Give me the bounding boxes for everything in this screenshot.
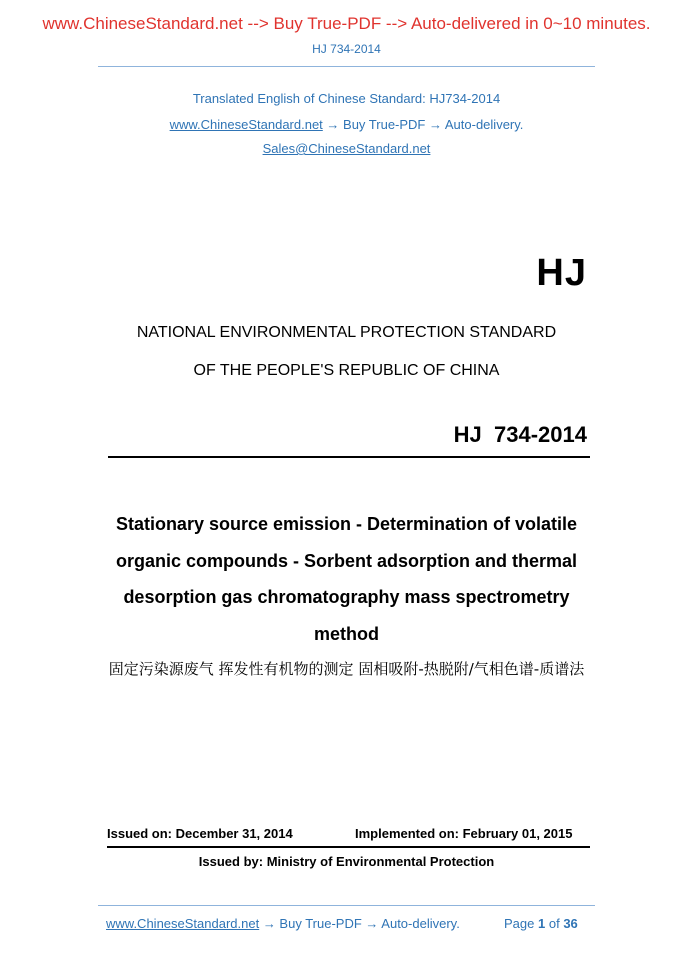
footer-link-line — [106, 916, 460, 931]
page-label: Page — [504, 916, 535, 931]
number-divider — [108, 456, 590, 458]
implemented-on: Implemented on: February 01, 2015 — [355, 826, 573, 841]
footer-site-link[interactable]: www.ChineseStandard.net — [106, 916, 260, 931]
footer-divider — [98, 905, 595, 906]
page-total: 36 — [563, 916, 578, 931]
header-doc-id: HJ 734-2014 — [312, 42, 381, 56]
email-line — [0, 141, 693, 156]
purchase-link-text: → Buy True-PDF → Auto-delivery. — [322, 117, 524, 132]
top-banner[interactable]: www.ChineseStandard.net --> Buy True-PDF --> Auto-delivered in 0~10 minutes. — [42, 14, 651, 33]
purchase-link-line — [0, 117, 693, 132]
chinese-title: 固定污染源废气 挥发性有机物的测定 固相吸附-热脱附/气相色谱-质谱法 — [108, 660, 585, 678]
email-link[interactable]: Sales@ChineseStandard.net — [262, 141, 431, 156]
translation-note: Translated English of Chinese Standard: HJ734-2014 — [192, 91, 501, 106]
site-link[interactable]: www.ChineseStandard.net — [169, 117, 323, 132]
english-title: Stationary source emission - Determination of volatile organic compounds - Sorbent adsorption and thermal desorption gas chromatography mass spectrometry method — [115, 514, 578, 644]
footer-link-text: → Buy True-PDF → Auto-delivery. — [259, 916, 460, 931]
page-current: 1 — [538, 916, 546, 931]
page-indicator — [504, 916, 578, 931]
issued-on: Issued on: December 31, 2014 — [107, 826, 293, 841]
standard-code: HJ — [536, 252, 587, 294]
national-standard-line1: NATIONAL ENVIRONMENTAL PROTECTION STANDARD — [136, 324, 557, 341]
header-divider — [98, 66, 595, 67]
standard-number: HJ 734-2014 — [453, 422, 587, 447]
dates-divider — [107, 846, 590, 848]
page-of: of — [548, 916, 560, 931]
national-standard-line2: OF THE PEOPLE'S REPUBLIC OF CHINA — [193, 362, 500, 379]
issued-by: Issued by: Ministry of Environmental Protection — [198, 854, 495, 869]
